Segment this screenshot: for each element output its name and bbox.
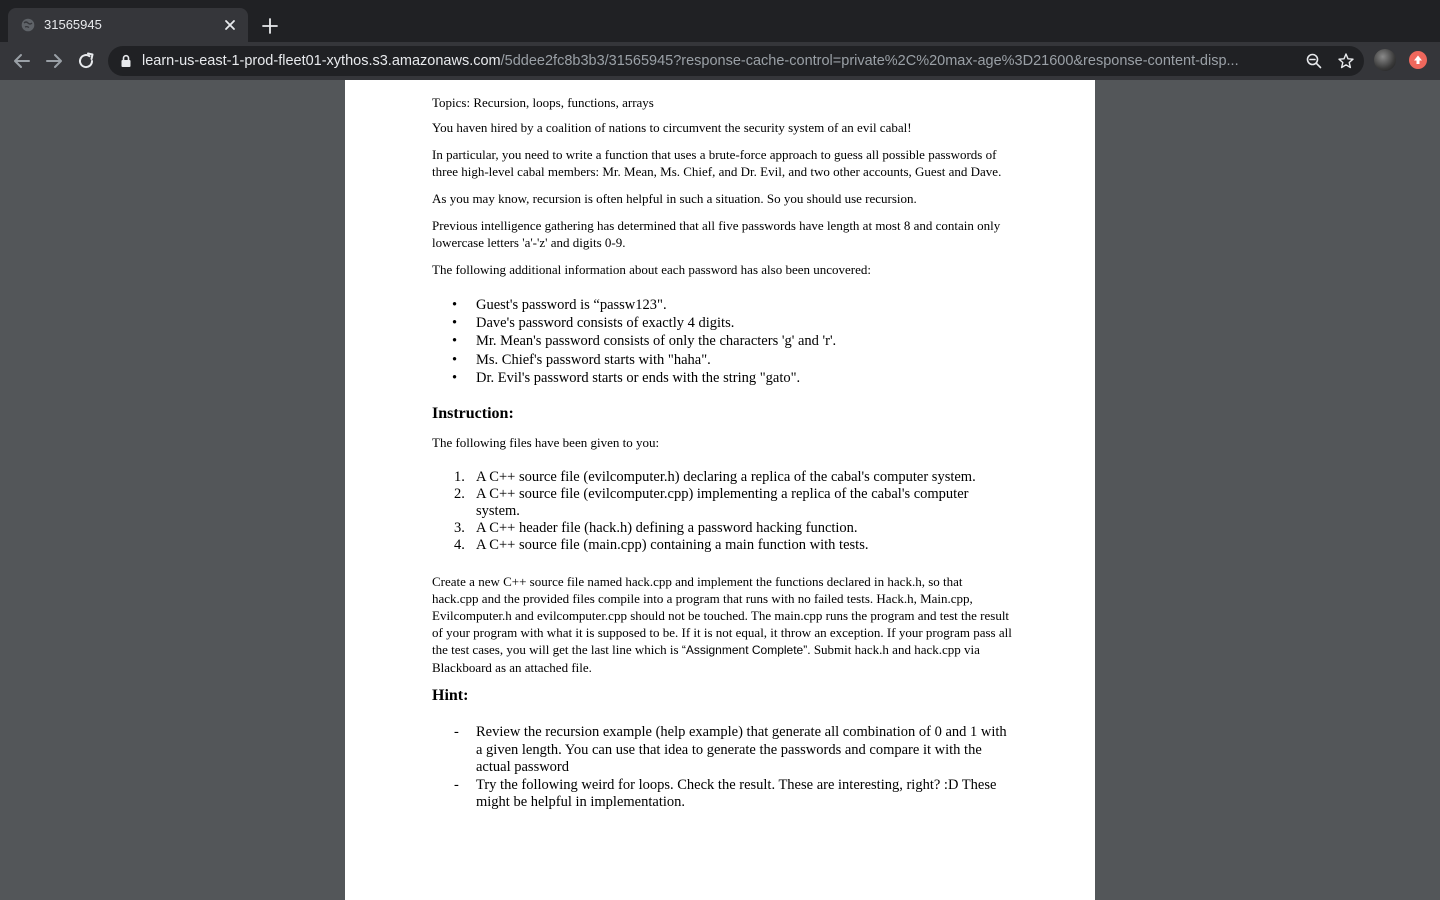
browser-toolbar xyxy=(0,42,1440,80)
topics-line: Topics: Recursion, loops, functions, arrays xyxy=(432,95,654,110)
hint-heading: Hint: xyxy=(432,687,469,705)
list-item: • Dr. Evil's password starts or ends with the string "gato". xyxy=(452,369,801,386)
hints-list xyxy=(432,724,1012,812)
additional-info-paragraph: The following additional information about each password has also been uncovered: xyxy=(432,262,871,277)
list-item: • Dave's password consists of exactly 4 digits. xyxy=(452,315,735,332)
intel-paragraph: Previous intelligence gathering has determined that all five passwords have length at most 8 and contain only lowercase letters 'a'-'z' and digits 0-9. xyxy=(432,218,1001,250)
url-host: learn-us-east-1-prod-fleet01-xythos.s3.amazonaws.com xyxy=(142,53,501,69)
document-content xyxy=(432,92,1012,812)
list-item: - Try the following weird for loops. Check the result. These are interesting, right? :D These might be helpful in implementation. xyxy=(454,776,997,811)
list-item: 4. A C++ source file (main.cpp) containing a main function with tests. xyxy=(454,537,869,554)
zoom-icon[interactable] xyxy=(1305,52,1323,70)
files-list xyxy=(432,469,1012,554)
particular-paragraph: In particular, you need to write a function that uses a brute-force approach to guess all possible passwords of three high-level cabal members: Mr. Mean, Ms. Chief, and Dr. Evil, and two other accounts, Guest and Dave. xyxy=(432,147,1002,179)
document-page xyxy=(345,80,1095,900)
arrow-up-icon xyxy=(1409,51,1427,69)
globe-icon xyxy=(21,18,35,32)
intro-paragraph: You haven hired by a coalition of nations to circumvent the security system of an evil cabal! xyxy=(432,120,912,135)
tab-strip xyxy=(0,0,1440,42)
password-facts-list xyxy=(432,296,1012,387)
list-item: 1. A C++ source file (evilcomputer.h) declaring a replica of the cabal's computer system. xyxy=(454,469,976,486)
back-arrow-icon[interactable] xyxy=(10,49,34,73)
lock-icon[interactable] xyxy=(120,54,132,68)
list-item: • Guest's password is “passw123". xyxy=(452,297,667,313)
list-item: • Mr. Mean's password consists of only the characters 'g' and 'r'. xyxy=(452,333,837,350)
files-intro: The following files have been given to you: xyxy=(432,435,660,451)
update-badge[interactable] xyxy=(1409,51,1427,69)
reload-icon[interactable] xyxy=(74,49,98,73)
list-item: 2. A C++ source file (evilcomputer.cpp) implementing a replica of the cabal's computer system. xyxy=(454,486,969,520)
new-tab-icon[interactable] xyxy=(259,15,281,37)
close-icon[interactable] xyxy=(221,16,239,34)
list-item: • Ms. Chief's password starts with "haha". xyxy=(452,351,711,368)
tab-title: 31565945 xyxy=(44,17,102,32)
list-item: 3. A C++ header file (hack.h) defining a password hacking function. xyxy=(454,520,858,537)
url-text[interactable] xyxy=(142,53,1292,69)
browser-tab[interactable] xyxy=(8,8,248,42)
bookmark-star-icon[interactable] xyxy=(1337,52,1355,70)
url-path: /5ddee2fc8b3b3/31565945?response-cache-control=private%2C%20max-age%3D21600&response-content-disp... xyxy=(500,53,1239,69)
address-bar[interactable] xyxy=(108,46,1364,76)
forward-arrow-icon[interactable] xyxy=(42,49,66,73)
create-paragraph: Create a new C++ source file named hack.cpp and implement the functions declared in hack.h, so that hack.cpp and the provided files compile into a program that runs with no failed tests. Hack.h, Main.cpp, Evilcomputer.h and evilcomputer.cpp should not be touched. The main.cpp runs the program and test the result of your program with what it is supposed to be. If it is not equal, it throw an exception. If your program pass all the test cases, you will get the last line which is “Assignment Complete”. Submit hack.h and hack.cpp via Blackboard as an attached file. xyxy=(432,574,1012,676)
recursion-paragraph: As you may know, recursion is often helpful in such a situation. So you should use recursion. xyxy=(432,191,917,206)
list-item: - Review the recursion example (help example) that generate all combination of 0 and 1 with a given length. You can use that idea to generate the passwords and compare it with the actual password xyxy=(454,724,1007,776)
profile-avatar[interactable] xyxy=(1374,49,1396,71)
instruction-heading: Instruction: xyxy=(432,405,514,423)
